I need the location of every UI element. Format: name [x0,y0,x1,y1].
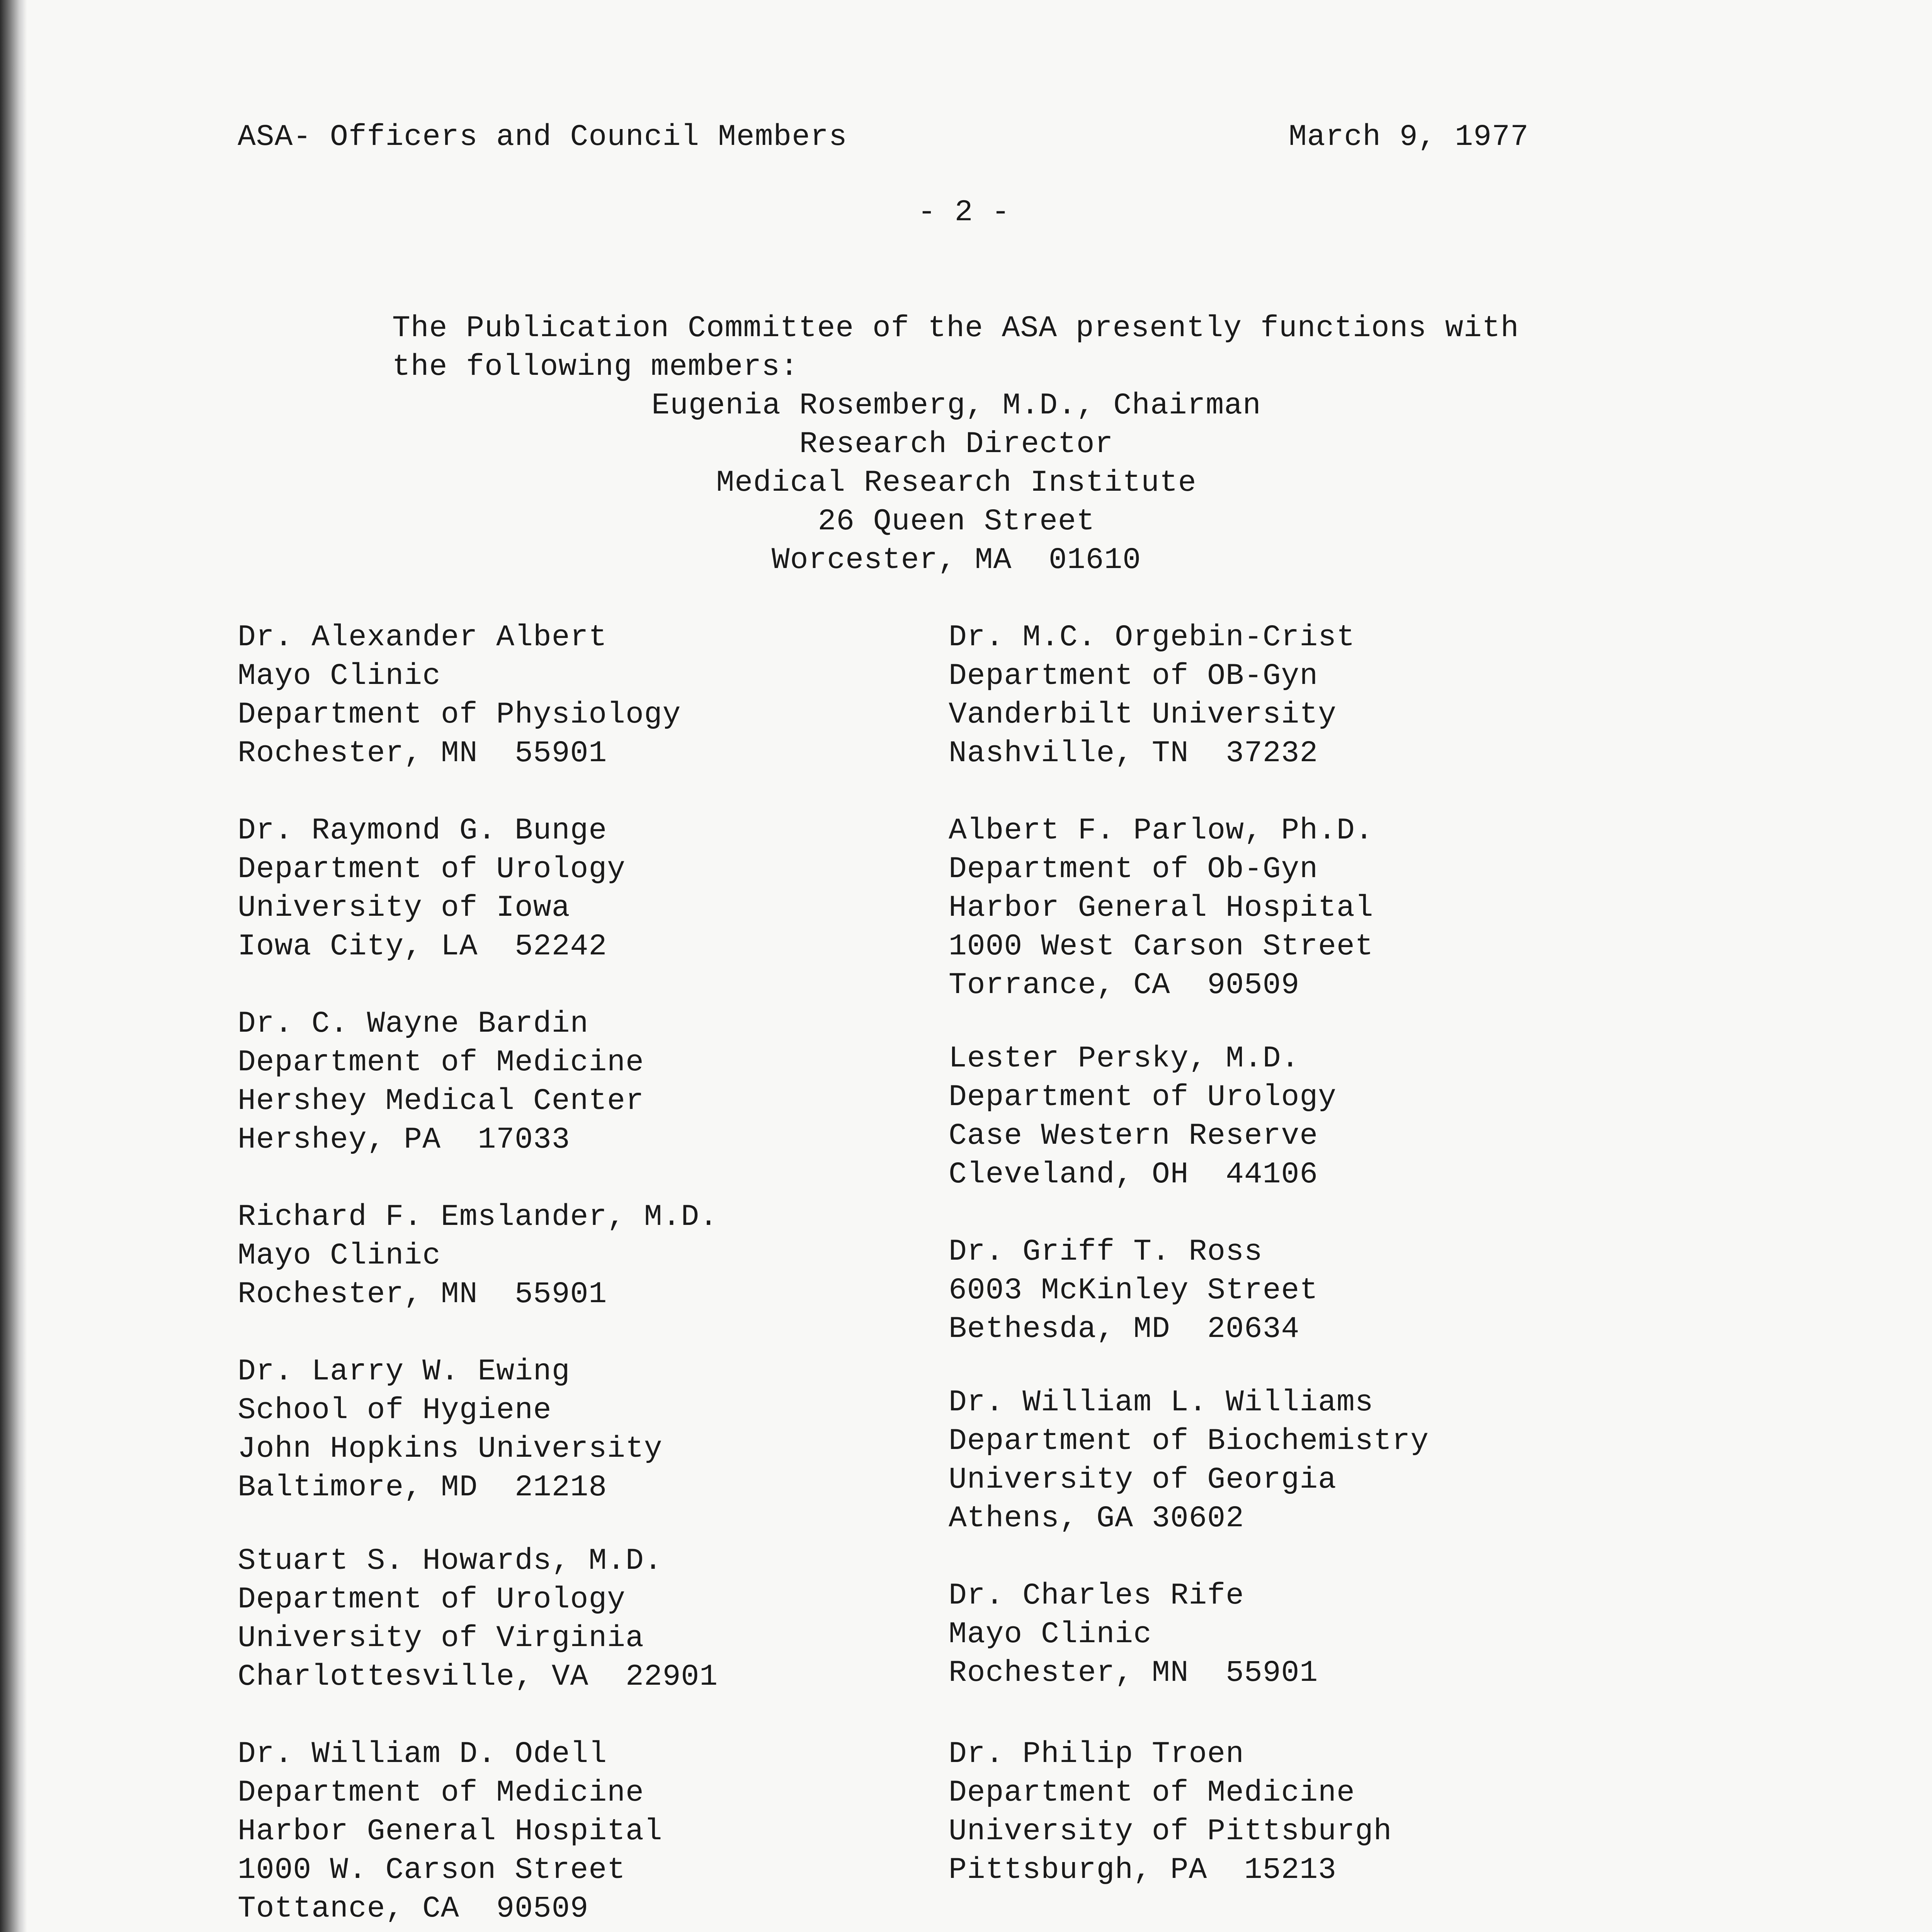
member-left-6 [238,1542,718,1696]
member-name: Dr. Raymond G. Bunge [238,814,607,848]
member-line: Rochester, MN 55901 [238,736,607,770]
member-right-2 [949,811,1374,1005]
member-line: Department of Urology [238,1583,626,1617]
member-line: Department of Biochemistry [949,1424,1429,1458]
member-left-3 [238,1005,644,1159]
member-line: Tottance, CA 90509 [238,1892,589,1926]
member-right-5 [949,1383,1429,1538]
member-name: Dr. Charles Rife [949,1579,1244,1613]
member-line: Mayo Clinic [949,1617,1152,1651]
member-line: Department of Ob-Gyn [949,852,1318,886]
member-right-4 [949,1233,1318,1349]
chairman-city: Worcester, MA 01610 [771,543,1141,577]
member-line: Mayo Clinic [238,659,441,693]
member-line: University of Iowa [238,891,570,925]
member-name: Dr. William D. Odell [238,1737,607,1771]
member-name: Richard F. Emslander, M.D. [238,1200,718,1234]
member-name: Dr. William L. Williams [949,1386,1374,1420]
chairman-title: Research Director [799,427,1114,461]
member-line: Department of Medicine [238,1776,644,1810]
member-line: School of Hygiene [238,1393,552,1427]
member-name: Dr. Alexander Albert [238,621,607,655]
member-line: University of Pittsburgh [949,1815,1392,1849]
scan-edge-left [0,0,27,1932]
member-line: University of Georgia [949,1463,1337,1497]
member-line: Harbor General Hospital [238,1815,663,1849]
member-line: Hershey, PA 17033 [238,1123,570,1157]
member-left-2 [238,811,626,966]
member-line: Bethesda, MD 20634 [949,1312,1300,1346]
member-name: Dr. M.C. Orgebin-Crist [949,621,1355,655]
header-date: March 9, 1977 [1289,120,1529,154]
member-line: John Hopkins University [238,1432,663,1466]
member-line: Mayo Clinic [238,1239,441,1273]
member-line: Department of Urology [949,1080,1337,1114]
member-line: Nashville, TN 37232 [949,736,1318,770]
member-left-4 [238,1198,718,1314]
member-line: Department of Medicine [238,1046,644,1080]
member-line: Rochester, MN 55901 [949,1656,1318,1690]
member-left-5 [238,1352,663,1507]
member-line: Department of OB-Gyn [949,659,1318,693]
member-line: 1000 West Carson Street [949,930,1374,964]
member-line: Torrance, CA 90509 [949,968,1300,1002]
member-line: University of Virginia [238,1621,644,1655]
member-line: Department of Medicine [949,1776,1355,1810]
chairman-name: Eugenia Rosemberg, M.D., Chairman [651,389,1261,423]
member-line: Charlottesville, VA 22901 [238,1660,718,1694]
member-left-1 [238,618,681,773]
intro-line-1 [392,270,1519,386]
chairman-street: 26 Queen Street [818,505,1095,539]
chairman-institute: Medical Research Institute [716,466,1197,500]
member-line: Vanderbilt University [949,698,1337,732]
member-name: Dr. Griff T. Ross [949,1235,1263,1269]
member-line: 6003 McKinley Street [949,1274,1318,1308]
member-right-7 [949,1735,1392,1889]
member-line: Baltimore, MD 21218 [238,1471,607,1505]
member-line: Department of Physiology [238,698,681,732]
member-left-7 [238,1735,663,1928]
member-line: Department of Urology [238,852,626,886]
header-recipients: ASA- Officers and Council Members [238,120,847,154]
member-line: Harbor General Hospital [949,891,1374,925]
member-name: Dr. C. Wayne Bardin [238,1007,589,1041]
member-line: 1000 W. Carson Street [238,1853,626,1887]
member-line: Pittsburgh, PA 15213 [949,1853,1337,1887]
member-right-6 [949,1577,1318,1692]
intro-text: The Publication Committee of the ASA presently functions with the following members: [392,311,1519,384]
member-name: Dr. Larry W. Ewing [238,1355,570,1389]
member-right-3 [949,1039,1337,1194]
page-number: - 2 - [918,196,1010,230]
member-line: Cleveland, OH 44106 [949,1158,1318,1192]
member-name: Stuart S. Howards, M.D. [238,1544,663,1578]
member-line: Rochester, MN 55901 [238,1277,607,1311]
member-name: Lester Persky, M.D. [949,1042,1300,1076]
member-name: Dr. Philip Troen [949,1737,1244,1771]
member-name: Albert F. Parlow, Ph.D. [949,814,1374,848]
chairman-block [464,386,1449,580]
member-line: Iowa City, LA 52242 [238,930,607,964]
member-line: Athens, GA 30602 [949,1502,1244,1536]
member-right-1 [949,618,1355,773]
member-line: Hershey Medical Center [238,1084,644,1118]
member-line: Case Western Reserve [949,1119,1318,1153]
